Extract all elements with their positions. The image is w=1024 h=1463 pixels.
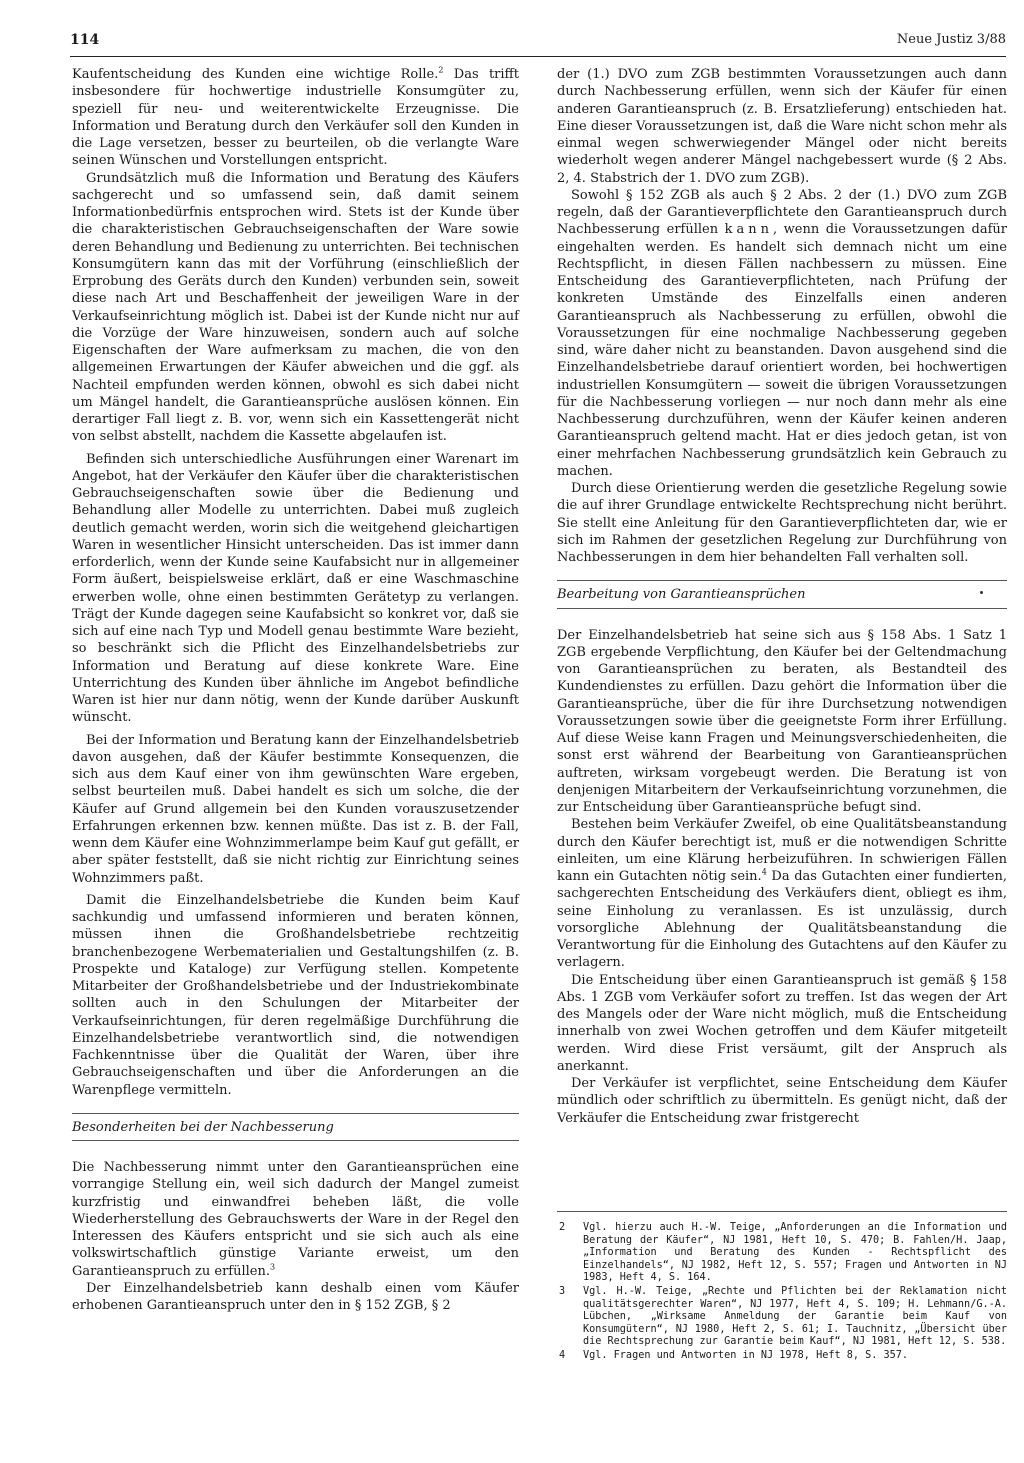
paragraph: Durch diese Orientierung werden die gesetzliche Regelung sowie die auf ihrer Grundlage entwickelte Rechtsprechung nicht berührt. Sie stellt eine Anleitung für den Garantieverpflichteten dar, wie er sich im Rahmen der gesetzlichen Regelung zur Durchführung von Nachbesserungen in dem hier behandelten Fall verhalten soll. — [557, 481, 1007, 565]
paragraph: Der Einzelhandelsbetrieb kann deshalb einen vom Käufer erhobenen Garantieanspruch unter den in § 152 ZGB, § 2 — [72, 1280, 519, 1313]
footnote-number: 2 — [559, 1222, 566, 1233]
page-number: 114 — [70, 32, 100, 48]
page-header — [70, 32, 1006, 57]
paragraph: Damit die Einzelhandelsbetriebe die Kunden beim Kauf sachkundig und umfassend informieren und beraten können, müssen ihnen die Großhandelsbetriebe rechtzeitig branchenbezogene Werbematerialien und Gestaltungshilfen (z. B. Prospekte und Kataloge) zur Verfügung stellen. Kompetente Mitarbeiter der Großhandelsbetriebe und der Industriekombinate sollten auch in den Schulungen der Mitarbeiter der Verkaufseinrichtungen, für deren regelmäßige Durchführung die Einzelhandelsbetriebe verantwortlich sind, die notwendigen Fachkenntnisse über die Qualität der Waren, über ihre Gebrauchseigenschaften und über die Anforderungen an die Warenpflege vermitteln. — [72, 892, 519, 1098]
footnote-text: Vgl. Fragen und Antworten in NJ 1978, Heft 8, S. 357. — [583, 1349, 909, 1361]
section-heading: Bearbeitung von Garantieansprüchen — [557, 580, 1007, 608]
footnote-ref[interactable]: 4 — [761, 867, 767, 877]
paragraph: Bei der Information und Beratung kann der Einzelhandelsbetrieb davon ausgehen, daß der Käufer bestimmte Konsequenzen, die sich aus dem Kauf einer von ihm gewünschten Ware ergeben, selbst beurteilen muß. Dabei handelt es sich um solche, die der Käufer auf Grund allgemein bei den Kunden vorauszusetzender Erfahrungen erkennen bzw. kennen müßte. Das ist z. B. der Fall, wenn dem Käufer eine Wohnzimmerlampe beim Kauf gut gefällt, er aber später feststellt, daß sie nicht richtig zur Einrichtung seines Wohnzimmers paßt. — [72, 732, 519, 886]
right-column — [557, 66, 1007, 1127]
journal-issue: Neue Justiz 3/88 — [896, 32, 1006, 47]
footnote-number: 3 — [559, 1285, 566, 1297]
paragraph: Bestehen beim Verkäufer Zweifel, ob eine Qualitätsbeanstandung durch den Käufer berechtigt ist, muß er die notwendigen Schritte einleiten, um eine Klärung herbeizuführen. In schwierigen Fällen kann ein Gutachten nötig sein.$^4$ Da das Gutachten einer fundierten, sachgerechten Entscheidung des Verkäufers dient, obliegt es ihm, seine Einholung zu veranlassen. Es ist unzulässig, durch vorsorgliche Ablehnung der Qualitätsbeanstandung die Verantwortung für die Einholung des Gutachtens auf den Käufer zu verlagern. — [557, 817, 1007, 971]
footnote-number: 4 — [559, 1349, 566, 1361]
paragraph: Kaufentscheidung des Kunden eine wichtige Rolle.$^2$ Das trifft insbesondere für hochwertige industrielle Konsumgüter zu, speziell für neu- und weiterentwickelte Erzeugnisse. Die Information und Beratung durch den Verkäufer soll den Kunden in die Lage versetzen, besser zu beurteilen, ob die verlangte Ware seinen Wünschen und Vorstellungen entspricht. — [72, 65, 519, 169]
paragraph: Sowohl § 152 ZGB als auch § 2 Abs. 2 der (1.) DVO zum ZGB regeln, daß der Garantieverpflichtete den Garantieanspruch durch Nachbesserung erfüllen kann, wenn die Voraussetzungen dafür eingehalten werden. Es handelt sich demnach nicht um eine Rechtspflicht, in diesen Fällen nachbessern zu müssen. Eine Entscheidung des Garantieverpflichteten, nach Prüfung der konkreten Umstände des Einzelfalls einen anderen Garantieanspruch als Nachbesserung zu erfüllen, obwohl die Voraussetzungen für eine nochmalige Nachbesserung gegeben sind, wäre daher nicht zu beanstanden. Davon ausgehend sind die Einzelhandelsbetriebe darauf orientiert worden, bei hochwertigen industriellen Konsumgütern — soweit die übrigen Voraussetzungen für die Nachbesserung vorliegen — nur noch dann mehr als eine Nachbesserung durchzuführen, wenn der Käufer keinen anderen Garantieanspruch geltend macht. Hat er dies jedoch getan, ist von einer mehrfachen Nachbesserung grundsätzlich kein Gebrauch zu machen. — [557, 187, 1007, 479]
left-column — [72, 66, 519, 1314]
footnote-ref[interactable]: 2 — [438, 65, 444, 75]
paragraph: der (1.) DVO zum ZGB bestimmten Voraussetzungen auch dann durch Nachbesserung erfüllen, wenn sich der Käufer für einen anderen Garantieanspruch (z. B. Ersatzlieferung) entschieden hat. Eine dieser Voraussetzungen ist, daß die Ware nicht schon mehr als einmal wegen schwerwiegender Mängel oder nicht bereits wiederholt wegen anderer Mängel nachgebessert wurde (§ 2 Abs. 2, 4. Stabstrich der 1. DVO zum ZGB). — [557, 67, 1007, 186]
paragraph: Der Einzelhandelsbetrieb hat seine sich aus § 158 Abs. 1 Satz 1 ZGB ergebende Verpflichtung, den Käufer bei der Geltendmachung von Garantieansprüchen zu beraten, als Bestandteil des Kundendienstes zu erfüllen. Dazu gehört die Information über die Garantieansprüche, über die für ihre Durchsetzung notwendigen Voraussetzungen sowie über die geeignetste Form ihrer Erfüllung. Auf diese Weise kann Fragen und Meinungsverschiedenheiten, die sonst erst während der Bearbeitung von Garantieansprüchen auftreten, wirksam vorgebeugt werden. Die Beratung ist von denjenigen Mitarbeitern der Verkaufseinrichtung vorzunehmen, die zur Entscheidung über Garantieansprüche befugt sind. — [557, 627, 1007, 815]
footnote-divider — [557, 1211, 1007, 1212]
footnote — [557, 1350, 1007, 1363]
footnote-text: Vgl. H.-W. Teige, „Rechte und Pflichten bei der Reklamation nicht qualitätsgerechter Waren“, NJ 1977, Heft 4, S. 109; H. Lehmann/G.-A. Lübchen, „Wirksame Anmeldung der Garantie beim Kauf von Konsumgütern“, NJ 1980, Heft 2, S. 61; I. Tauchnitz, „Übersicht über die Rechtsprechung zur Garantie beim Kauf“, NJ 1981, Heft 12, S. 538. — [583, 1285, 1007, 1348]
footnotes — [557, 1222, 1007, 1364]
footnote — [557, 1286, 1007, 1349]
section-heading: Besonderheiten bei der Nachbesserung — [72, 1113, 519, 1141]
emphasis: kann — [724, 222, 773, 238]
dot-mark — [980, 591, 983, 594]
footnote-text: Vgl. hierzu auch H.-W. Teige, „Anforderungen an die Information und Beratung der Käufer“, NJ 1981, Heft 10, S. 470; B. Fahlen/H. Jaap, „Information und Beratung des Kunden - Rechtspflicht des Einzelhandels“, NJ 1982, Heft 12, S. 557; Fragen und Antworten in NJ 1983, Heft 4, S. 164. — [583, 1222, 1007, 1284]
paragraph: Die Nachbesserung nimmt unter den Garantieansprüchen eine vorrangige Stellung ein, weil sich dadurch der Mangel zumeist kurzfristig und einwandfrei beheben läßt, die volle Wiederherstellung des Gebrauchswerts der Ware in der Regel den Interessen des Käufers entspricht und sie sich auch als eine volkswirtschaftlich günstige Variante erweist, um den Garantieanspruch zu erfüllen.$^3$ — [72, 1160, 519, 1279]
footnote-ref[interactable]: 3 — [270, 1262, 276, 1272]
paragraph: Der Verkäufer ist verpflichtet, seine Entscheidung dem Käufer mündlich oder schriftlich zu übermitteln. Es genügt nicht, daß der Verkäufer die Entscheidung zwar fristgerecht — [557, 1076, 1007, 1126]
paragraph: Befinden sich unterschiedliche Ausführungen einer Warenart im Angebot, hat der Verkäufer den Käufer über die charakteristischen Gebrauchseigenschaften sowie über die Bedienung und Behandlung aller Modelle zu unterrichten. Dabei muß zugleich deutlich gemacht werden, worin sich die weitgehend gleichartigen Waren in wesentlicher Hinsicht unterscheiden. Das ist immer dann erforderlich, wenn der Kunde seine Kaufabsicht nur in allgemeiner Form äußert, beispielsweise erklärt, daß er eine Waschmaschine erwerben wolle, ohne einen bestimmten Gerätetyp zu verlangen. Trägt der Kunde dagegen seine Kaufabsicht so konkret vor, daß sie sich auf eine nach Typ und Modell genau bestimmte Ware bezieht, so beschränkt sich die Pflicht des Einzelhandelsbetriebs zur Information und Beratung auf diese konkrete Ware. Eine Unterrichtung des Kunden über ähnliche im Angebot befindliche Waren ist hier nur dann nötig, wenn der Kunde darüber Auskunft wünscht. — [72, 451, 519, 726]
paragraph: Grundsätzlich muß die Information und Beratung des Käufers sachgerecht und so umfassend sein, daß damit seinem Informationbedürfnis entsprochen wird. Stets ist der Kunde über die charakteristischen Gebrauchseigenschaften der Ware sowie deren Behandlung und Bedienung zu unterrichten. Bei technischen Konsumgütern kann das mit der Vorführung (einschließlich der Erprobung des Geräts durch den Kunden) verbunden sein, soweit diese nach Art und Beschaffenheit der jeweiligen Ware in der Verkaufseinrichtung möglich ist. Dabei ist der Kunde nicht nur auf die Vorzüge der Ware hinzuweisen, sondern auch auf solche Eigenschaften der Ware aufmerksam zu machen, die von den allgemeinen Erwartungen der Käufer abweichen und die ggf. als Nachteil empfunden werden können, obwohl es sich dabei nicht um Mängel handelt, die Garantieansprüche auslösen können. Ein derartiger Fall liegt z. B. vor, wenn sich ein Kassettengerät nicht von selbst abstellt, nachdem die Kassette abgelaufen ist. — [72, 170, 519, 445]
footnote — [557, 1222, 1007, 1285]
paragraph: Die Entscheidung über einen Garantieanspruch ist gemäß § 158 Abs. 1 ZGB vom Verkäufer sofort zu treffen. Ist das wegen der Art des Mangels oder der Ware nicht möglich, muß die Entscheidung innerhalb von zwei Wochen getroffen und dem Käufer mitgeteilt werden. Wird diese Frist versäumt, gilt der Anspruch als anerkannt. — [557, 972, 1007, 1074]
